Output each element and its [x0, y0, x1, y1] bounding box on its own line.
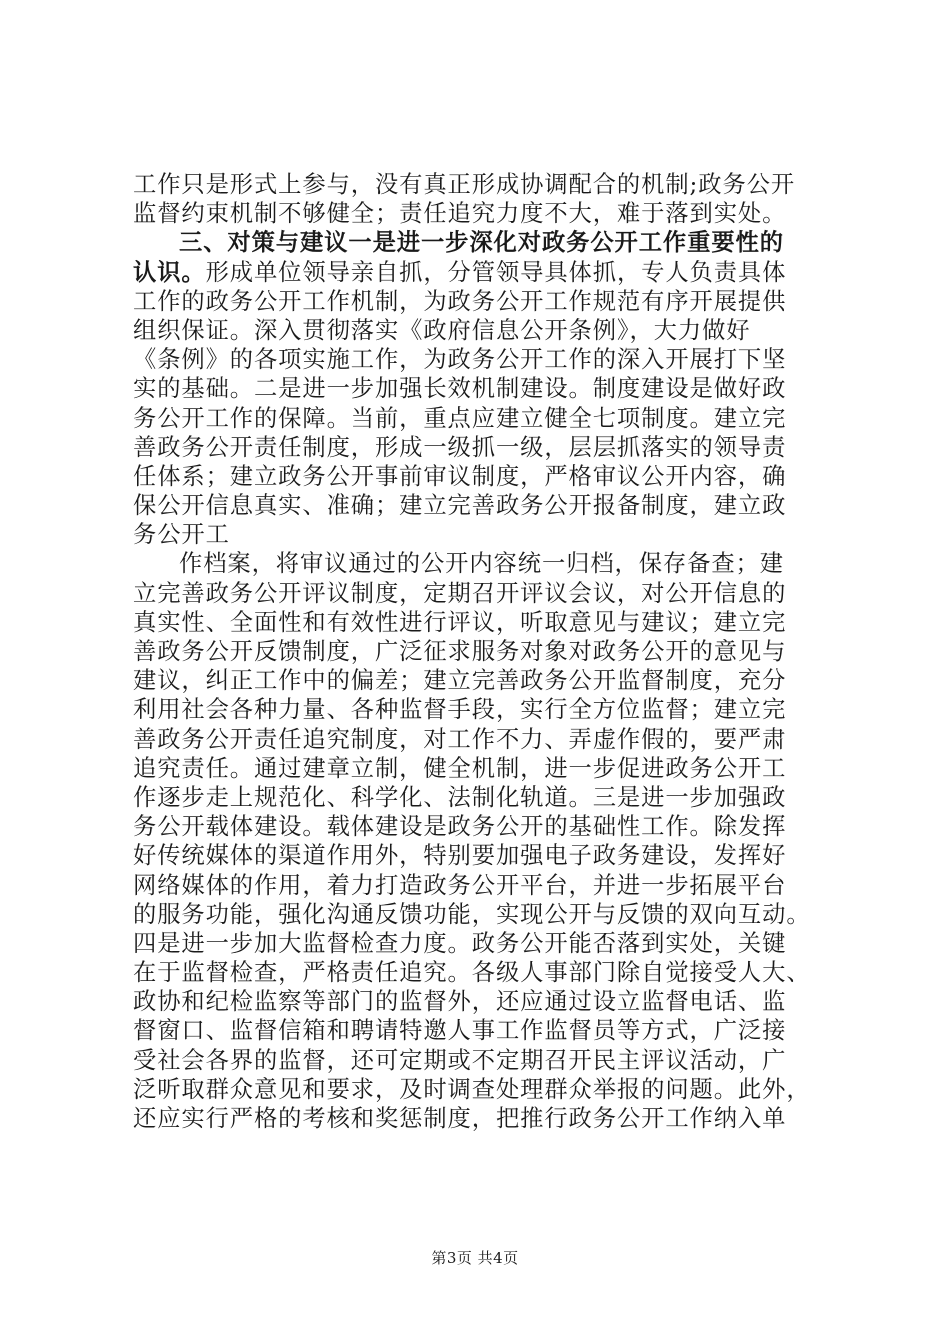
- line-text: 好传统媒体的渠道作用外，特别要加强电子政务建设，发挥好: [133, 842, 787, 870]
- text-line: [133, 1104, 843, 1133]
- line-text: 善政务公开责任追究制度，对工作不力、弄虚作假的，要严肃: [133, 725, 787, 753]
- text-line: [133, 1016, 843, 1045]
- line-text: 受社会各界的监督，还可定期或不定期召开民主评议活动，广: [133, 1046, 787, 1074]
- line-text: 保公开信息真实、准确；建立完善政务公开报备制度，建立政: [133, 492, 787, 520]
- text-line: [133, 666, 843, 695]
- line-text: 网络媒体的作用，着力打造政务公开平台，并进一步拓展平台: [133, 871, 787, 899]
- bold-heading-text: 认识。: [133, 258, 206, 286]
- line-text: 组织保证。深入贯彻落实《政府信息公开条例》，大力做好: [133, 316, 751, 344]
- text-line: [133, 900, 843, 929]
- line-text: 务公开工作的保障。当前，重点应建立健全七项制度。建立完: [133, 404, 787, 432]
- text-line: [133, 433, 843, 462]
- line-text: 务公开工: [133, 521, 230, 549]
- text-line: [133, 783, 843, 812]
- text-line: [133, 258, 843, 287]
- line-text: 还应实行严格的考核和奖惩制度，把推行政务公开工作纳入单: [133, 1105, 787, 1132]
- line-text: 实的基础。二是进一步加强长效机制建设。制度建设是做好政: [133, 375, 787, 403]
- line-text: 督窗口、监督信箱和聘请特邀人事工作监督员等方式，广泛接: [133, 1017, 787, 1045]
- text-line: [133, 374, 843, 403]
- text-line: [133, 812, 843, 841]
- text-line: [133, 199, 843, 228]
- line-text: 在于监督检查，严格责任追究。各级人事部门除自觉接受人大、: [133, 959, 811, 987]
- text-line: [133, 754, 843, 783]
- text-line: [133, 871, 843, 900]
- line-text: 工作只是形式上参与，没有真正形成协调配合的机制;政务公开: [133, 171, 796, 198]
- line-text: 善政务公开责任制度，形成一级抓一级，层层抓落实的领导责: [133, 433, 787, 461]
- line-text: 利用社会各种力量、各种监督手段，实行全方位监督；建立完: [133, 696, 787, 724]
- text-line: [133, 1046, 843, 1075]
- text-line: [133, 404, 843, 433]
- text-line: [133, 228, 843, 257]
- line-text: 形成单位领导亲自抓，分管领导具体抓，专人负责具体: [205, 258, 787, 286]
- text-line: [133, 637, 843, 666]
- text-line: [133, 1075, 843, 1104]
- text-line: [133, 345, 843, 374]
- text-line: [133, 958, 843, 987]
- text-line: [133, 987, 843, 1016]
- line-text: 四是进一步加大监督检查力度。政务公开能否落到实处，关键: [133, 929, 787, 957]
- text-line: [133, 549, 843, 578]
- line-text: 作逐步走上规范化、科学化、法制化轨道。三是进一步加强政: [133, 783, 787, 811]
- line-text: 泛听取群众意见和要求，及时调查处理群众举报的问题。此外，: [133, 1075, 811, 1103]
- text-line: [133, 929, 843, 958]
- text-line: [133, 520, 843, 549]
- text-line: [133, 316, 843, 345]
- text-line: [133, 462, 843, 491]
- line-text: 建议，纠正工作中的偏差；建立完善政务公开监督制度，充分: [133, 667, 787, 695]
- line-text: 工作的政务公开工作机制，为政务公开工作规范有序开展提供: [133, 287, 787, 315]
- line-text: 善政务公开反馈制度，广泛征求服务对象对政务公开的意见与: [133, 638, 787, 665]
- bold-heading-text: 三、对策与建议一是进一步深化对政务公开工作重要性的: [179, 229, 784, 257]
- page-footer: 第3页 共4页: [431, 1249, 519, 1267]
- line-text: 任体系；建立政务公开事前审议制度，严格审议公开内容，确: [133, 462, 787, 490]
- line-text: 政协和纪检监察等部门的监督外，还应通过设立监督电话、监: [133, 988, 787, 1016]
- line-text: 立完善政务公开评议制度，定期召开评议会议，对公开信息的: [133, 579, 787, 607]
- text-line: [133, 170, 843, 199]
- line-text: 的服务功能，强化沟通反馈功能，实现公开与反馈的双向互动。: [133, 900, 811, 928]
- line-text: 追究责任。通过建章立制，健全机制，进一步促进政务公开工: [133, 754, 787, 782]
- text-line: [133, 579, 843, 608]
- line-text: 作档案，将审议通过的公开内容统一归档，保存备查；建: [179, 550, 784, 578]
- text-line: [133, 608, 843, 637]
- line-text: 监督约束机制不够健全；责任追究力度不大，难于落到实处。: [133, 200, 787, 228]
- text-line: [133, 287, 843, 316]
- line-text: 《条例》的各项实施工作，为政务公开工作的深入开展打下坚: [133, 346, 787, 374]
- text-line: [133, 841, 843, 870]
- text-line: [133, 725, 843, 754]
- line-text: 真实性、全面性和有效性进行评议，听取意见与建议；建立完: [133, 608, 787, 636]
- text-line: [133, 491, 843, 520]
- line-text: 务公开载体建设。载体建设是政务公开的基础性工作。除发挥: [133, 813, 787, 841]
- body-text: [133, 170, 843, 1133]
- text-line: [133, 695, 843, 724]
